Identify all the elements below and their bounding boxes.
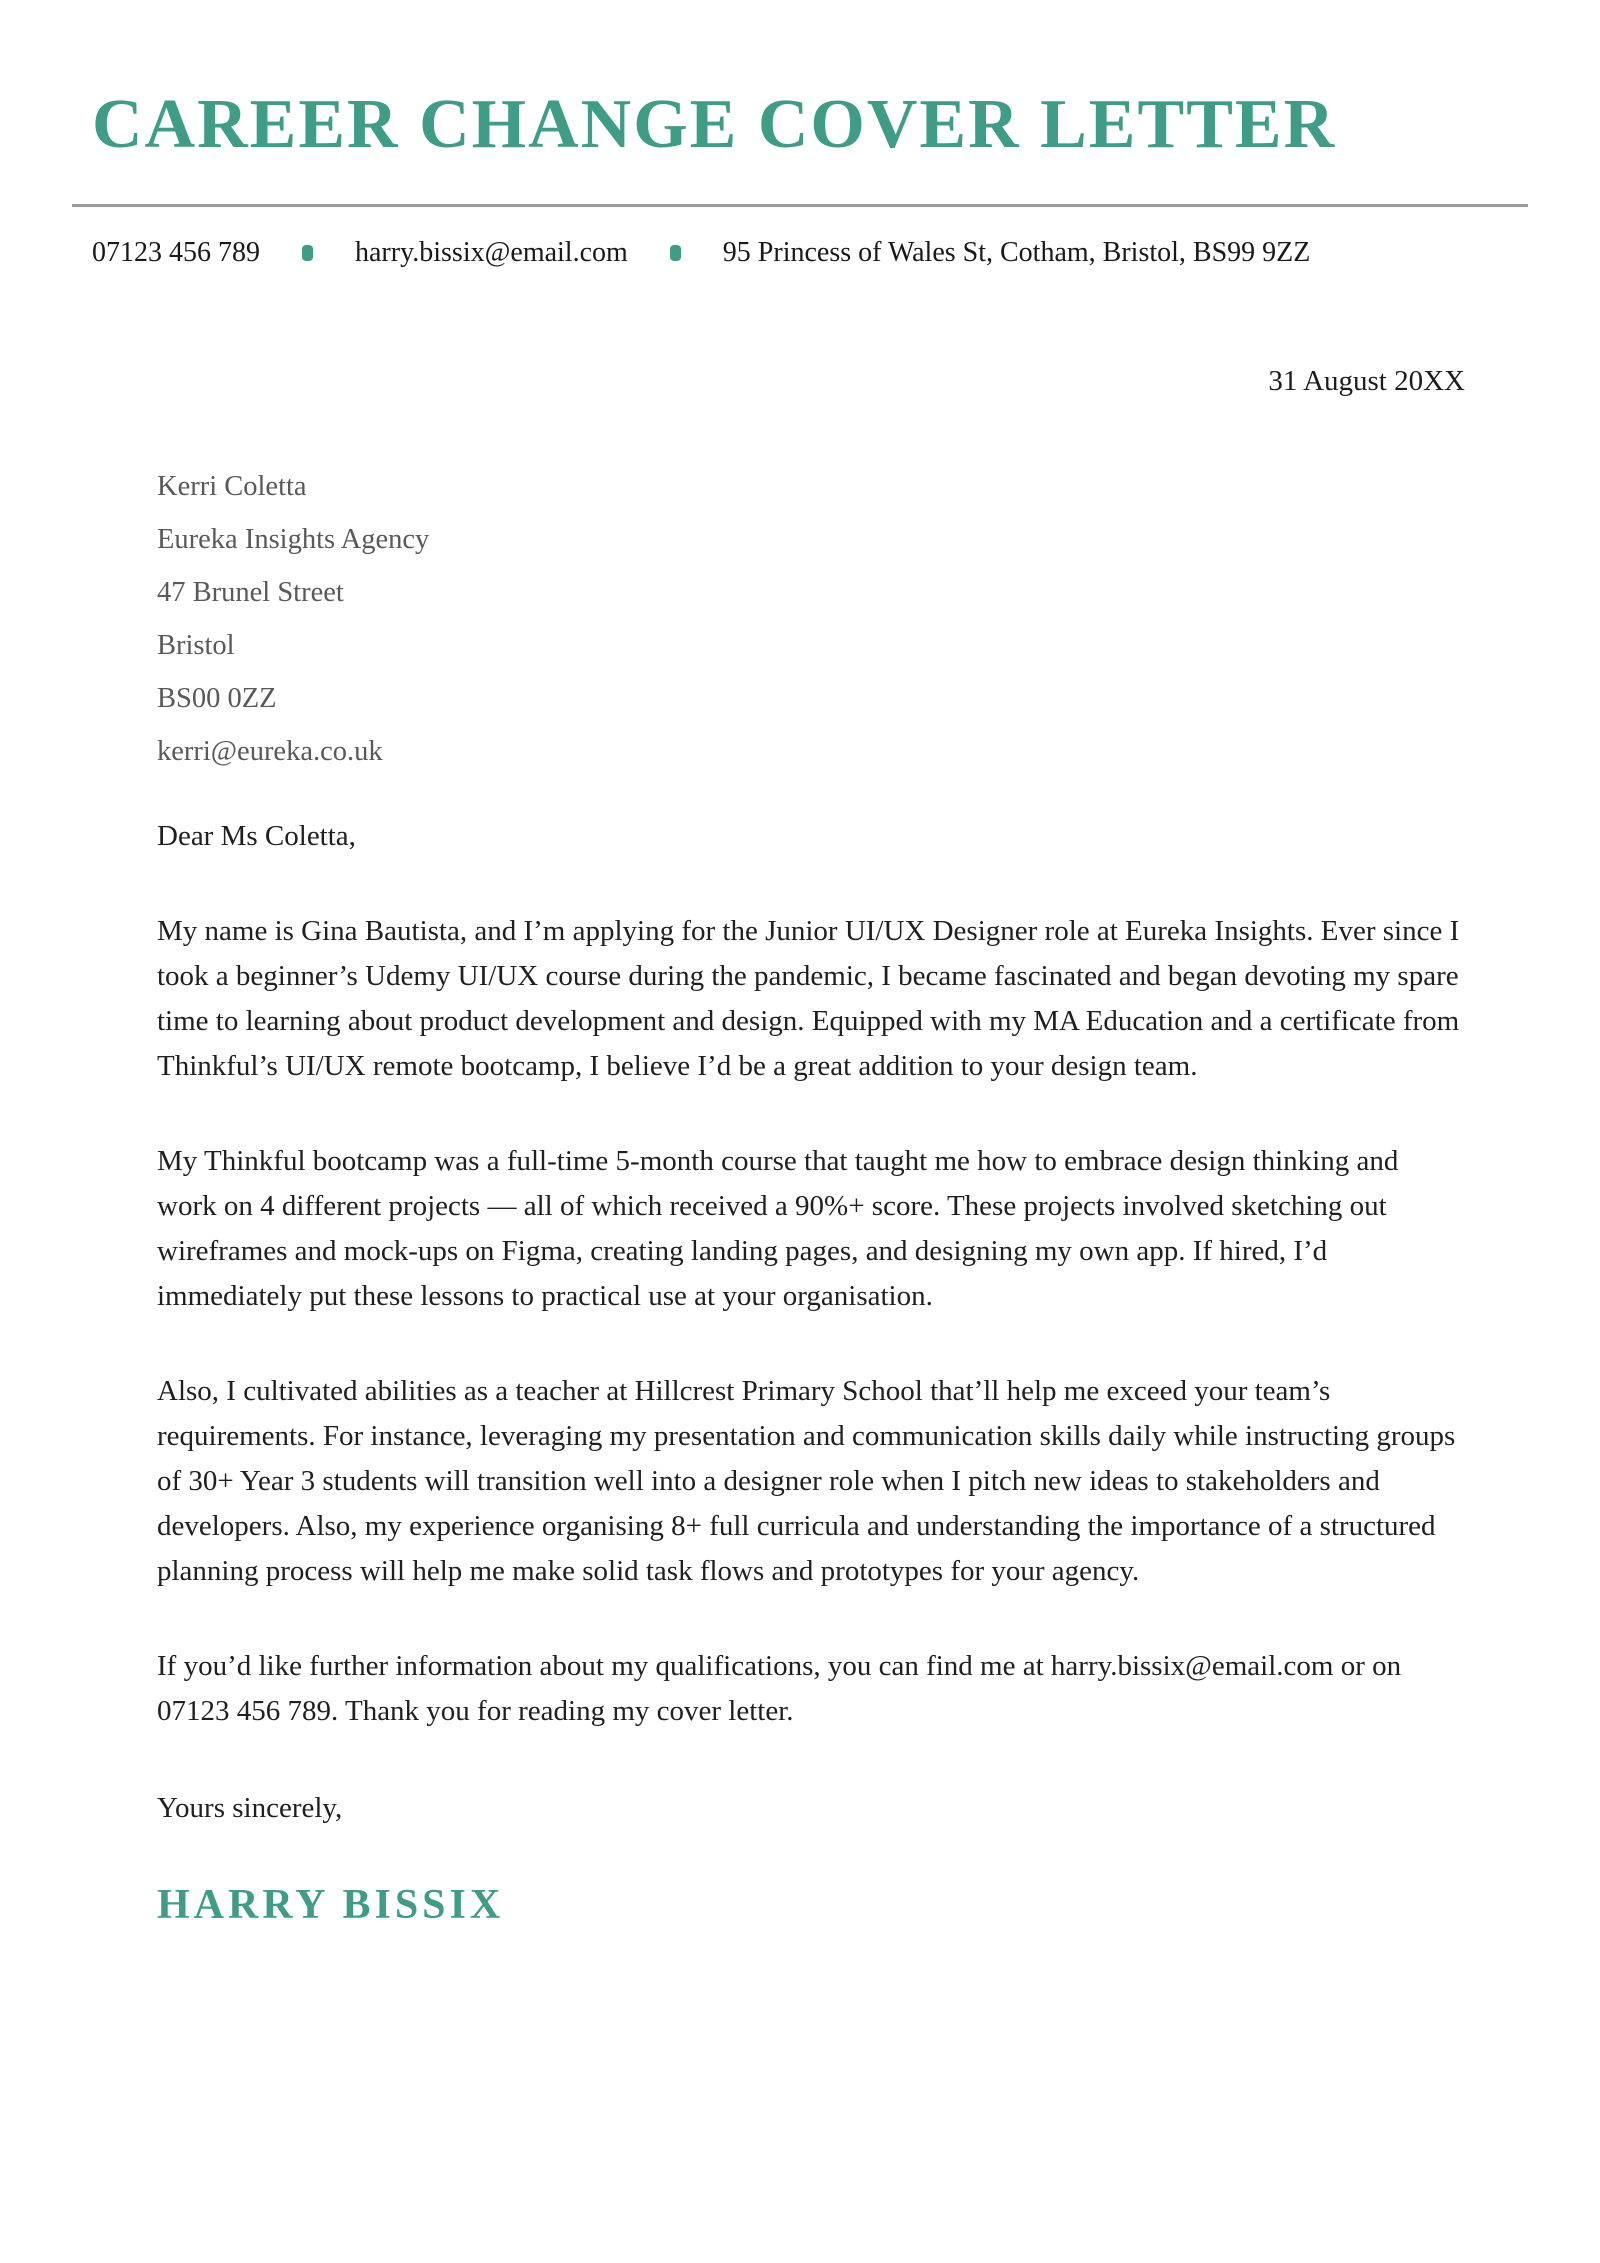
recipient-name: Kerri Coletta xyxy=(157,471,307,503)
letter-body xyxy=(0,365,1600,1929)
document-header xyxy=(0,86,1600,269)
recipient-block xyxy=(157,460,1465,778)
contact-address: 95 Princess of Wales St, Cotham, Bristol, BS99 9ZZ xyxy=(722,237,1311,269)
bullet-separator-icon xyxy=(302,245,313,261)
contact-info-bar xyxy=(92,237,1528,269)
bullet-separator-icon xyxy=(670,245,681,261)
contact-email: harry.bissix@email.com xyxy=(355,237,628,269)
document-title: CAREER CHANGE COVER LETTER xyxy=(92,86,1337,163)
recipient-street: 47 Brunel Street xyxy=(157,577,344,609)
contact-phone: 07123 456 789 xyxy=(92,237,260,269)
greeting: Dear Ms Coletta, xyxy=(157,820,356,853)
paragraph-teaching-skills: Also, I cultivated abilities as a teacher at Hillcrest Primary School that’ll help me exceed your team’s requirements. For instance, leveraging my presentation and communication skills daily while instructing groups of 30+ Year 3 students will transition well into a designer role when I pitch new ideas to stakeholders and developers. Also, my experience organising 8+ full curricula and understanding the importance of a structured planning process will help me make solid task flows and prototypes for your agency. xyxy=(157,1375,1456,1588)
closing-salutation: Yours sincerely, xyxy=(157,1792,343,1825)
recipient-postcode: BS00 0ZZ xyxy=(157,683,277,715)
recipient-email: kerri@eureka.co.uk xyxy=(157,736,383,768)
paragraph-bootcamp: My Thinkful bootcamp was a full-time 5-month course that taught me how to embrace design thinking and work on 4 different projects — all of which received a 90%+ score. These projects involved sketching out wireframes and mock-ups on Figma, creating landing pages, and designing my own app. If hired, I’d immediately put these lessons to practical use at your organisation. xyxy=(157,1145,1399,1313)
header-divider xyxy=(72,204,1528,207)
paragraph-call-to-action: If you’d like further information about my qualifications, you can find me at harry.bissix@email.com or on 07123 456 789. Thank you for reading my cover letter. xyxy=(157,1650,1402,1728)
recipient-company: Eureka Insights Agency xyxy=(157,524,430,556)
paragraph-introduction: My name is Gina Bautista, and I’m applying for the Junior UI/UX Designer role at Eureka Insights. Ever since I took a beginner’s Udemy UI/UX course during the pandemic, I became fascinated and began devoting my spare time to learning about product development and design. Equipped with my MA Education and a certificate from Thinkful’s UI/UX remote bootcamp, I believe I’d be a great addition to your design team. xyxy=(157,915,1460,1083)
recipient-city: Bristol xyxy=(157,630,235,662)
letter-date: 31 August 20XX xyxy=(1268,365,1465,398)
signature-name: HARRY BISSIX xyxy=(157,1882,505,1929)
